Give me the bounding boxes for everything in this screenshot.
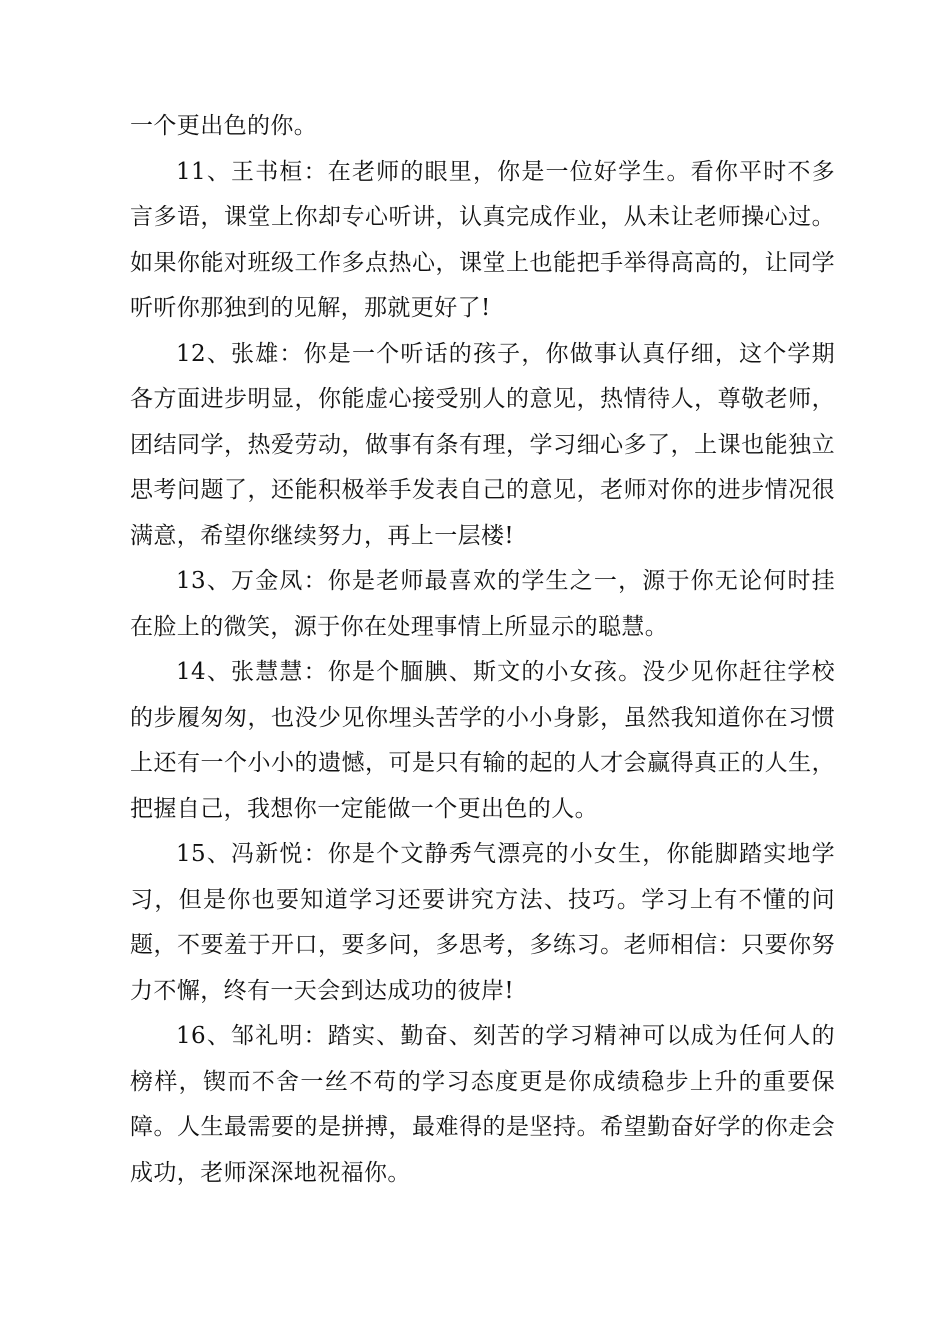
paragraph-comment-11: 11、王书桓：在老师的眼里，你是一位好学生。看你平时不多言多语，课堂上你却专心听讲，认真完成作业，从未让老师操心过。如果你能对班级工作多点热心，课堂上也能把手举得高高的，让同学听听你那独到的见解，那就更好了! bbox=[130, 158, 835, 321]
paragraph-comment-15: 15、冯新悦：你是个文静秀气漂亮的小女生，你能脚踏实地学习，但是你也要知道学习还要讲究方法、技巧。学习上有不懂的问题，不要羞于开口，要多问，多思考，多练习。老师相信：只要你努力不懈，终有一天会到达成功的彼岸! bbox=[130, 841, 835, 1004]
paragraph-comment-16: 16、邹礼明：踏实、勤奋、刻苦的学习精神可以成为任何人的榜样，锲而不舍一丝不苟的学习态度更是你成绩稳步上升的重要保障。人生最需要的是拼搏，最难得的是坚持。希望勤奋好学的你走会成功，老师深深地祝福你。 bbox=[130, 1023, 835, 1186]
paragraph-comment-12: 12、张雄：你是一个听话的孩子，你做事认真仔细，这个学期各方面进步明显，你能虚心接受别人的意见，热情待人，尊敬老师，团结同学，热爱劳动，做事有条有理，学习细心多了，上课也能独立思考问题了，还能积极举手发表自己的意见，老师对你的进步情况很满意，希望你继续努力，再上一层楼! bbox=[130, 340, 835, 549]
paragraph-continuation: 一个更出色的你。 bbox=[130, 113, 318, 139]
paragraph-comment-13: 13、万金凤：你是老师最喜欢的学生之一，源于你无论何时挂在脸上的微笑，源于你在处理事情上所显示的聪慧。 bbox=[130, 568, 835, 640]
document-body bbox=[130, 104, 835, 1196]
paragraph-comment-14: 14、张慧慧：你是个腼腆、斯文的小女孩。没少见你赶往学校的步履匆匆，也没少见你埋头苦学的小小身影，虽然我知道你在习惯上还有一个小小的遗憾，可是只有输的起的人才会赢得真正的人生，把握自己，我想你一定能做一个更出色的人。 bbox=[130, 659, 835, 822]
